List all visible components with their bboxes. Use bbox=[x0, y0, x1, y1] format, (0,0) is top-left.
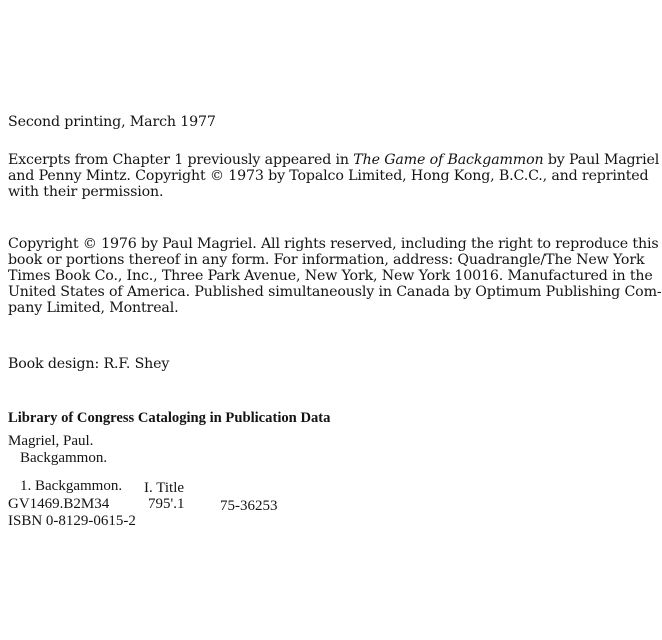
copyright-line-4: United States of America. Published simultaneously in Canada by Optimum Publishing Com- bbox=[8, 284, 662, 300]
copyright-line-2: book or portions thereof in any form. For information, address: Quadrangle/The New York bbox=[8, 252, 645, 268]
excerpt-line-1-start: Excerpts from Chapter 1 previously appeared in bbox=[8, 152, 354, 168]
printing-line: Second printing, March 1977 bbox=[8, 114, 216, 130]
copyright-line-1: Copyright © 1976 by Paul Magriel. All rights reserved, including the right to reproduce this bbox=[8, 236, 659, 252]
cip-lc-class: GV1469.B2M34 bbox=[8, 496, 110, 512]
excerpt-line-2: and Penny Mintz. Copyright © 1973 by Topalco Limited, Hong Kong, B.C.C., and reprinted bbox=[8, 168, 649, 184]
copyright-line-3: Times Book Co., Inc., Three Park Avenue, New York, New York 10016. Manufactured in the bbox=[8, 268, 653, 284]
excerpt-line-1 bbox=[8, 152, 660, 169]
book-design-line: Book design: R.F. Shey bbox=[8, 356, 170, 372]
cip-subject-entry: 1. Backgammon. bbox=[20, 478, 123, 494]
excerpt-book-title: The Game of Backgammon bbox=[353, 152, 544, 168]
copyright-line-5: pany Limited, Montreal. bbox=[8, 300, 179, 316]
cip-title-entry: I. Title bbox=[144, 480, 185, 496]
excerpt-line-1-end: by Paul Magriel bbox=[543, 152, 660, 168]
cip-dewey: 795'.1 bbox=[148, 496, 185, 512]
cip-lccn: 75-36253 bbox=[220, 498, 278, 514]
cip-author: Magriel, Paul. bbox=[8, 433, 94, 449]
cip-isbn: ISBN 0-8129-0615-2 bbox=[8, 513, 136, 529]
cip-title: Backgammon. bbox=[20, 450, 108, 466]
cip-heading: Library of Congress Cataloging in Publication Data bbox=[8, 410, 331, 426]
excerpt-line-3: with their permission. bbox=[8, 184, 164, 200]
